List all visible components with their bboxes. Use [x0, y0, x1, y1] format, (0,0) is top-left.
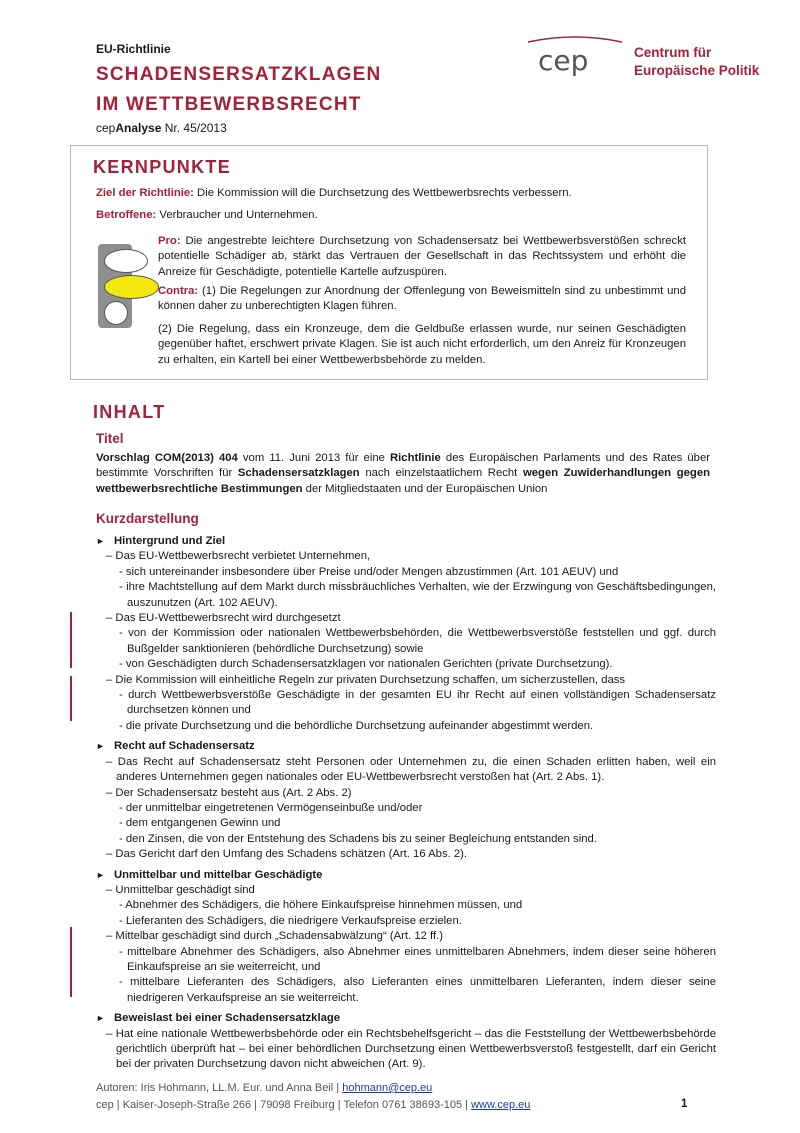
list-item: – Mittelbar geschädigt sind durch „Schadensabwälzung“ (Art. 12 ff.) — [106, 930, 443, 943]
kernpunkte-contra-2: (2) Die Regelung, dass ein Kronzeuge, dem die Geldbuße erlassen wurde, nur seinen Geschädigten gegenüber haftet, erschwert private Klagen. Sie ist auch nicht erforderlich, um den Anreiz für Kronzeugen zu erhalten, ein Kartell bei einer Wettbewerbsbehörde zu melden. — [158, 323, 686, 366]
inhalt-heading: INHALT — [93, 402, 166, 422]
kernpunkte-betroffene: Betroffene: Verbraucher und Unternehmen. — [96, 209, 318, 221]
section-heading: ► Beweislast bei einer Schadensersatzklage — [96, 1011, 716, 1026]
footer-authors: Autoren: Iris Hohmann, LL.M. Eur. und Anna Beil | hohmann@cep.eu — [96, 1082, 433, 1094]
section-heading: ► Hintergrund und Ziel — [96, 534, 716, 549]
traffic-light-icon — [98, 244, 132, 328]
cep-wordmark: cep — [538, 44, 589, 77]
sub-list-item: - Abnehmer des Schädigers, die höhere Einkaufspreise hinnehmen müssen, und — [119, 899, 523, 912]
summary-section — [96, 1011, 716, 1073]
kernpunkte-ziel: Ziel der Richtlinie: Die Kommission will die Durchsetzung des Wettbewerbsrechts verbessern. — [96, 187, 572, 199]
sub-list-item: - von Geschädigten durch Schadensersatzklagen vor nationalen Gerichten (private Durchsetzung). — [119, 658, 613, 671]
document-type: EU-Richtlinie — [96, 42, 171, 56]
footer-address: cep | Kaiser-Joseph-Straße 266 | 79098 Freiburg | Telefon 0761 38693-105 | www.cep.eu — [96, 1099, 531, 1111]
list-item: – Unmittelbar geschädigt sind — [106, 883, 255, 896]
sub-list-item: - mittelbare Lieferanten des Schädigers, also Lieferanten eines unmittelbaren Lieferanten, indem dieser seine niedrigeren Verkaufspreise an sie weiterreicht. — [119, 976, 716, 1004]
list-item: – Das EU-Wettbewerbsrecht wird durchgesetzt — [106, 612, 341, 625]
titel-text: Vorschlag COM(2013) 404 vom 11. Juni 2013 für eine Richtlinie des Europäischen Parlaments und des Rates über bestimmte Vorschriften für Schadensersatzklagen nach einzelstaatlichem Recht wegen Zuwiderhandlungen gegen wettbewerbsrechtliche Bestimmungen der Mitgliedstaaten und der Europäischen Union — [96, 452, 711, 495]
titel-heading: Titel — [96, 431, 124, 446]
traffic-light-bottom-lamp — [104, 301, 128, 325]
sub-list-item: - der unmittelbar eingetretenen Vermögenseinbuße und/oder — [119, 801, 423, 814]
cep-logo — [520, 36, 770, 86]
list-item: – Das EU-Wettbewerbsrecht verbietet Unternehmen, — [106, 550, 371, 563]
list-item: – Das Recht auf Schadensersatz steht Personen oder Unternehmen zu, die einen Schaden erlitten haben, weil ein anderes Unternehmen gegen nationales oder EU-Wettbewerbsrecht verstoßen hat (Art. 2 Abs. 1). — [106, 755, 716, 784]
traffic-light-middle-lamp — [104, 275, 159, 299]
margin-change-bar — [70, 676, 72, 721]
traffic-light-top-lamp — [104, 249, 148, 273]
sub-list-item: - die private Durchsetzung und die behördliche Durchsetzung aufeinander abgestimmt werden. — [119, 719, 594, 732]
list-item: – Das Gericht darf den Umfang des Schadens schätzen (Art. 16 Abs. 2). — [106, 848, 468, 861]
sub-list-item: - durch Wettbewerbsverstöße Geschädigte in der gesamten EU ihr Recht auf einen vollständigen Schadensersatz durchsetzen können und — [119, 689, 716, 717]
logo-text: Centrum für Europäische Politik — [634, 45, 760, 78]
cep-logo-mark — [520, 36, 630, 86]
arrow-bullet-icon: ► — [96, 536, 105, 546]
sub-list-item: - Lieferanten des Schädigers, die niedrigere Verkaufspreise erzielen. — [119, 914, 462, 927]
summary-section — [96, 868, 716, 1007]
kurzdarstellung-content — [96, 534, 716, 1078]
arrow-bullet-icon: ► — [96, 869, 105, 880]
kernpunkte-heading: KERNPUNKTE — [93, 157, 232, 177]
sub-list-item: - von der Kommission oder nationalen Wettbewerbsbehörden, die Wettbewerbsverstöße feststellen und ggf. durch Bußgelder sanktionieren (behördliche Durchsetzung) sowie — [119, 627, 716, 655]
list-item: – Der Schadensersatz besteht aus (Art. 2 Abs. 2) — [106, 786, 352, 799]
sub-list-item: - den Zinsen, die von der Entstehung des Schadens bis zu seiner Begleichung entstanden sind. — [119, 832, 597, 845]
document-title-line2: IM WETTBEWERBSRECHT — [96, 94, 362, 115]
summary-section — [96, 739, 716, 862]
website-link[interactable]: www.cep.eu — [471, 1099, 531, 1111]
sub-list-item: - mittelbare Abnehmer des Schädigers, also Abnehmer eines unmittelbaren Abnehmers, indem dieser seine höheren Einkaufspreise an sie weiterreicht, und — [119, 945, 716, 973]
kernpunkte-pro: Pro: Die angestrebte leichtere Durchsetzung von Schadensersatz bei Wettbewerbsverstößen schreckt potentielle Schädiger ab, stärkt das Vertrauen der Gesellschaft in das Rechtssystem und erhöht die Anreize für Geschädigte, potentielle Kartelle aufzuspüren. — [158, 235, 686, 278]
kurzdarstellung-heading: Kurzdarstellung — [96, 511, 199, 526]
margin-change-bar — [70, 612, 72, 668]
sub-list-item: - ihre Machtstellung auf dem Markt durch missbräuchliches Verhalten, wie der Erzwingung von Geschäftsbedingungen, auszunutzen (Art. 102 AEUV). — [119, 581, 716, 609]
arrow-bullet-icon: ► — [96, 1013, 105, 1024]
list-item: – Die Kommission will einheitliche Regeln zur privaten Durchsetzung schaffen, um sicherzustellen, dass — [106, 673, 626, 686]
section-heading: ► Recht auf Schadensersatz — [96, 739, 716, 754]
margin-change-bar — [70, 927, 72, 997]
author-email-link[interactable]: hohmann@cep.eu — [342, 1082, 433, 1094]
list-item: – Hat eine nationale Wettbewerbsbehörde oder ein Rechtsbehelfsgericht – das die Feststellung der Wettbewerbsbehörde gerichtlich überprüft hat – bei einer behördlichen Durchsetzung einen Wettbewerbsverstoß festgestellt, darf ein Gericht bei der privaten Durchsetzung davon nicht abweichen (Art. 9). — [106, 1027, 716, 1071]
section-heading: ► Unmittelbar und mittelbar Geschädigte — [96, 868, 716, 883]
sub-list-item: - sich untereinander insbesondere über Preise und/oder Mengen abzustimmen (Art. 101 AEUV) und — [119, 565, 619, 578]
arrow-bullet-icon: ► — [96, 741, 105, 752]
summary-section — [96, 534, 716, 734]
sub-list-item: - dem entgangenen Gewinn und — [119, 817, 281, 830]
kernpunkte-contra: Contra: (1) Die Regelungen zur Anordnung der Offenlegung von Beweismitteln sind zu unbestimmt und können daher zu unberechtigten Klagen führen. — [158, 285, 686, 313]
document-title-line1: SCHADENSERSATZKLAGEN — [96, 64, 382, 85]
analysis-number: cepAnalyse Nr. 45/2013 — [96, 121, 227, 135]
page-number: 1 — [681, 1098, 688, 1110]
